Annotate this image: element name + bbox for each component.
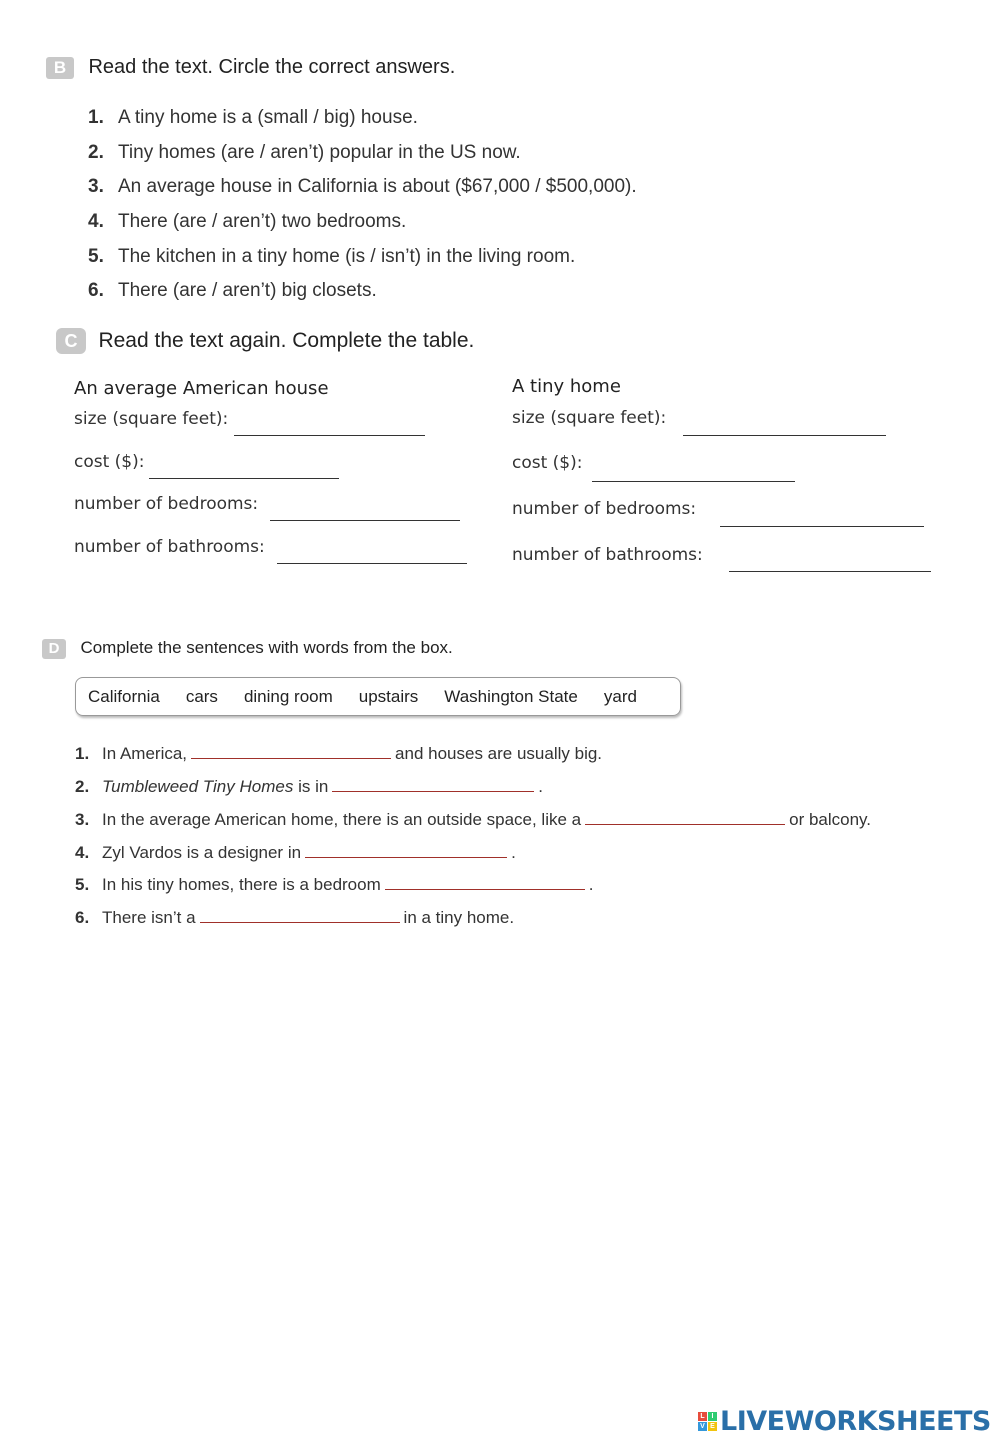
question-text: There (are / aren’t) two bedrooms. — [118, 211, 407, 232]
left-cost-label: cost ($): — [74, 452, 145, 472]
sentence-number: 2. — [75, 777, 90, 796]
question-text: An average house in California is about ($67,000 / $500,000). — [118, 176, 637, 197]
sentence-text-before: Zyl Vardos is a designer in — [102, 843, 302, 862]
left-size-field[interactable] — [234, 435, 425, 436]
logo-icon-cell: I — [708, 1412, 717, 1421]
word-upstairs: upstairs — [358, 686, 419, 706]
word-washington-state: Washington State — [444, 686, 578, 706]
left-size-label: size (square feet): — [74, 409, 229, 429]
question-b-3 — [88, 176, 637, 198]
word-cars: cars — [185, 686, 218, 706]
word-yard: yard — [603, 686, 637, 706]
section-d-title: Complete the sentences with words from the box. — [80, 638, 453, 657]
question-text: There (are / aren’t) big closets. — [118, 280, 377, 301]
question-b-1 — [88, 107, 418, 129]
table-left-heading: An average American house — [74, 378, 329, 399]
question-number: 4. — [88, 211, 104, 232]
section-c-title: Read the text again. Complete the table. — [98, 329, 475, 352]
sentence-number: 4. — [75, 843, 90, 862]
table-right-heading: A tiny home — [512, 376, 621, 397]
logo-icon-cell: L — [698, 1412, 707, 1421]
answer-blank-4[interactable] — [305, 856, 507, 858]
word-dining-room: dining room — [243, 686, 333, 706]
right-bathrooms-field[interactable] — [729, 571, 931, 572]
sentence-d-2 — [75, 777, 543, 797]
question-b-5 — [88, 246, 575, 268]
section-b-title: Read the text. Circle the correct answers. — [88, 56, 456, 78]
sentence-d-6 — [75, 908, 514, 928]
sentence-d-4 — [75, 843, 516, 863]
sentence-number: 3. — [75, 810, 90, 829]
logo-icon-cell: E — [708, 1422, 717, 1431]
sentence-text-after: . — [538, 777, 544, 796]
right-size-label: size (square feet): — [512, 408, 667, 428]
question-b-2 — [88, 142, 521, 164]
right-bathrooms-label: number of bathrooms: — [512, 545, 703, 565]
question-b-6 — [88, 280, 377, 302]
word-box — [75, 677, 681, 716]
sentence-text-before: In his tiny homes, there is a bedroom — [102, 875, 381, 894]
right-bedrooms-field[interactable] — [720, 526, 924, 527]
sentence-text-after: in a tiny home. — [403, 908, 515, 927]
sentence-text-before: In America, — [102, 744, 188, 763]
sentence-text-after: and houses are usually big. — [395, 744, 603, 763]
liveworksheets-logo-icon — [698, 1412, 717, 1431]
right-cost-field[interactable] — [592, 481, 795, 482]
answer-blank-3[interactable] — [585, 823, 785, 825]
question-number: 3. — [88, 176, 104, 197]
sentence-number: 6. — [75, 908, 90, 927]
right-bedrooms-label: number of bedrooms: — [512, 499, 697, 519]
section-c-header — [56, 328, 474, 354]
left-bedrooms-label: number of bedrooms: — [74, 494, 259, 514]
right-size-field[interactable] — [683, 435, 886, 436]
question-text: The kitchen in a tiny home (is / isn’t) in the living room. — [118, 246, 576, 267]
sentence-text-before: In the average American home, there is an outside space, like a — [102, 810, 582, 829]
liveworksheets-logo-text: LIVEWORKSHEETS — [720, 1406, 991, 1437]
left-bedrooms-field[interactable] — [270, 520, 460, 521]
question-b-4 — [88, 211, 406, 233]
answer-blank-5[interactable] — [385, 888, 585, 890]
sentence-text-after: . — [511, 843, 516, 862]
sentence-text-after: . — [588, 875, 594, 894]
logo-icon-cell: V — [698, 1422, 707, 1431]
sentence-italic-title: Tumbleweed Tiny Homes — [102, 777, 294, 796]
section-b-badge: B — [46, 57, 74, 79]
section-c-badge: C — [56, 328, 86, 354]
left-bathrooms-field[interactable] — [277, 563, 467, 564]
section-b-header — [46, 56, 455, 79]
left-cost-field[interactable] — [149, 478, 339, 479]
answer-blank-6[interactable] — [200, 921, 400, 923]
section-d-badge: D — [42, 639, 66, 659]
sentence-number: 5. — [75, 875, 90, 894]
question-number: 6. — [88, 280, 104, 301]
sentence-d-3 — [75, 810, 871, 830]
section-d-header — [42, 638, 453, 659]
sentence-text-after: or balcony. — [789, 810, 872, 829]
sentence-d-5 — [75, 875, 593, 895]
question-text: A tiny home is a (small / big) house. — [118, 107, 418, 128]
question-text: Tiny homes (are / aren’t) popular in the US now. — [118, 142, 521, 163]
question-number: 2. — [88, 142, 104, 163]
liveworksheets-logo[interactable] — [698, 1406, 991, 1437]
left-bathrooms-label: number of bathrooms: — [74, 537, 265, 557]
sentence-number: 1. — [75, 744, 90, 763]
answer-blank-1[interactable] — [191, 757, 391, 759]
sentence-d-1 — [75, 744, 602, 764]
sentence-text-before: is in — [298, 777, 329, 796]
sentence-text-before: There isn’t a — [102, 908, 196, 927]
word-california: California — [88, 686, 160, 706]
answer-blank-2[interactable] — [332, 790, 534, 792]
right-cost-label: cost ($): — [512, 453, 583, 473]
question-number: 1. — [88, 107, 104, 128]
question-number: 5. — [88, 246, 104, 267]
